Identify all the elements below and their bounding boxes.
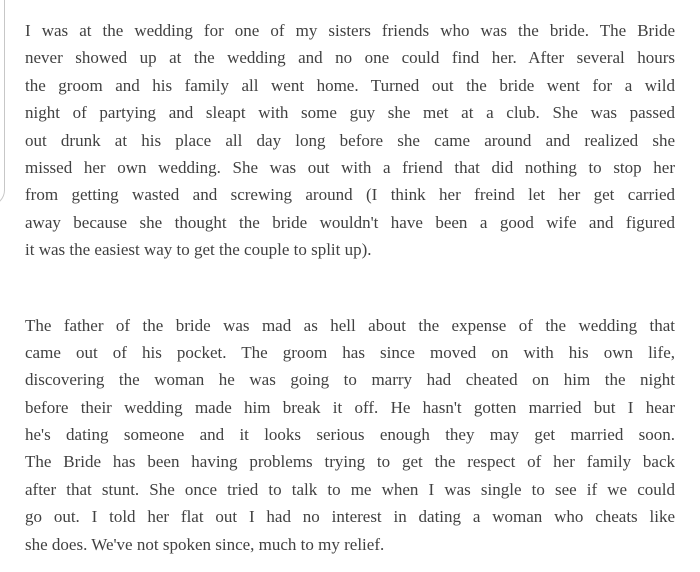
- text-line: The Bride has been having problems trying to get the respect of her family back: [25, 452, 675, 472]
- text-line: the groom and his family all went home. Turned out the bride went for a wild: [25, 75, 675, 95]
- text-line: away because she thought the bride wouldn't have been a good wife and figured: [25, 212, 675, 232]
- text-line: it was the easiest way to get the couple to split up).: [25, 240, 372, 260]
- story-paragraph-1: [25, 17, 675, 264]
- text-line: The father of the bride was mad as hell about the expense of the wedding that: [25, 315, 675, 335]
- text-line: out drunk at his place all day long before she came around and realized she: [25, 130, 675, 150]
- text-line: he's dating someone and it looks serious enough they may get married soon.: [25, 425, 675, 445]
- text-line: missed her own wedding. She was out with a friend that did nothing to stop her: [25, 157, 675, 177]
- text-line: after that stunt. She once tried to talk to me when I was single to see if we could: [25, 479, 675, 499]
- text-line: she does. We've not spoken since, much to my relief.: [25, 534, 385, 554]
- text-line: never showed up at the wedding and no one could find her. After several hours: [25, 48, 675, 68]
- text-line: from getting wasted and screwing around (I think her freind let her get carried: [25, 185, 675, 205]
- cutoff-card-border: [0, 0, 5, 206]
- post-body: [25, 17, 675, 558]
- text-line: go out. I told her flat out I had no interest in dating a woman who cheats like: [25, 507, 675, 527]
- text-line: before their wedding made him break it off. He hasn't gotten married but I hear: [25, 397, 675, 417]
- text-line: night of partying and sleapt with some guy she met at a club. She was passed: [25, 103, 675, 123]
- text-line: came out of his pocket. The groom has since moved on with his own life,: [25, 342, 675, 362]
- text-line: discovering the woman he was going to marry had cheated on him the night: [25, 370, 675, 390]
- text-line: I was at the wedding for one of my sisters friends who was the bride. The Bride: [25, 21, 675, 40]
- story-paragraph-2: [25, 312, 675, 559]
